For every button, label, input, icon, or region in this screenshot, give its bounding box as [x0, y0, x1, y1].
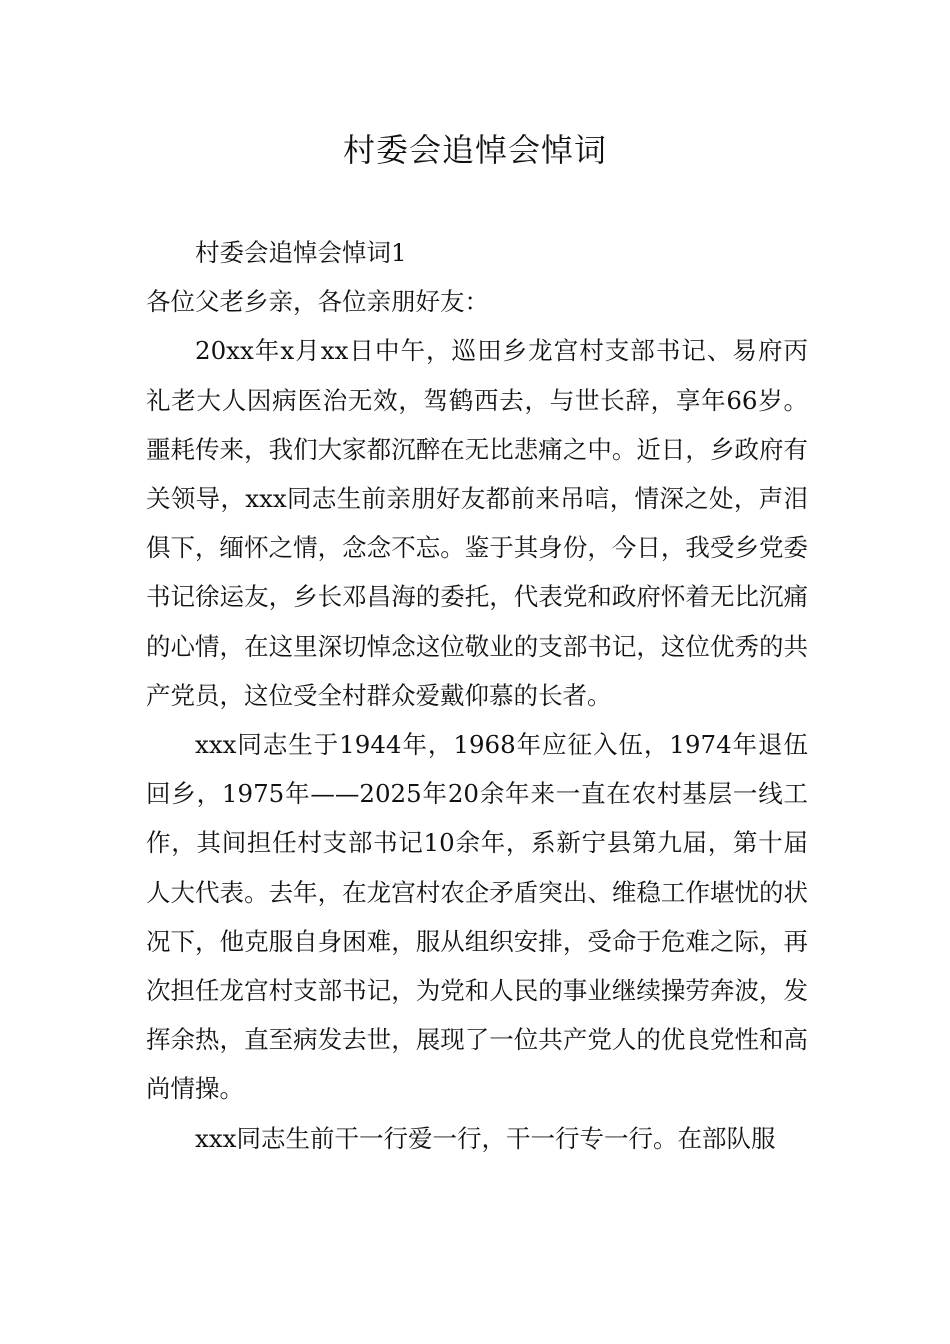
document-body [146, 228, 808, 1163]
salutation: 各位父老乡亲，各位亲朋好友： [146, 287, 489, 317]
document-subtitle: 村委会追悼会悼词1 [195, 238, 407, 267]
paragraph-3: xxx同志生前干一行爱一行，干一行专一行。在部队服 [195, 1123, 776, 1153]
paragraph-2: xxx同志生于1944年，1968年应征入伍，1974年退伍回乡，1975年——2025年20余年来一直在农村基层一线工作，其间担任村支部书记10余年，系新宁县第九届，第十届人大代表。去年，在龙宫村农企矛盾突出、维稳工作堪忧的状况下，他克服自身困难，服从组织安排，受命于危难之际，再次担任龙宫村支部书记，为党和人民的事业继续操劳奔波，发挥余热，直至病发去世，展现了一位共产党人的优良党性和高尚情操。 [146, 730, 808, 1104]
paragraph-1: 20xx年x月xx日中午，巡田乡龙宫村支部书记、易府丙礼老大人因病医治无效，驾鹤西去，与世长辞，享年66岁。噩耗传来，我们大家都沉醉在无比悲痛之中。近日，乡政府有关领导，xxx同志生前亲朋好友都前来吊唁，情深之处，声泪俱下，缅怀之情，念念不忘。鉴于其身份，今日，我受乡党委书记徐运友，乡长邓昌海的委托，代表党和政府怀着无比沉痛的心情，在这里深切悼念这位敬业的支部书记，这位优秀的共产党员，这位受全村群众爱戴仰慕的长者。 [146, 336, 808, 710]
document-title: 村委会追悼会悼词 [342, 131, 607, 169]
